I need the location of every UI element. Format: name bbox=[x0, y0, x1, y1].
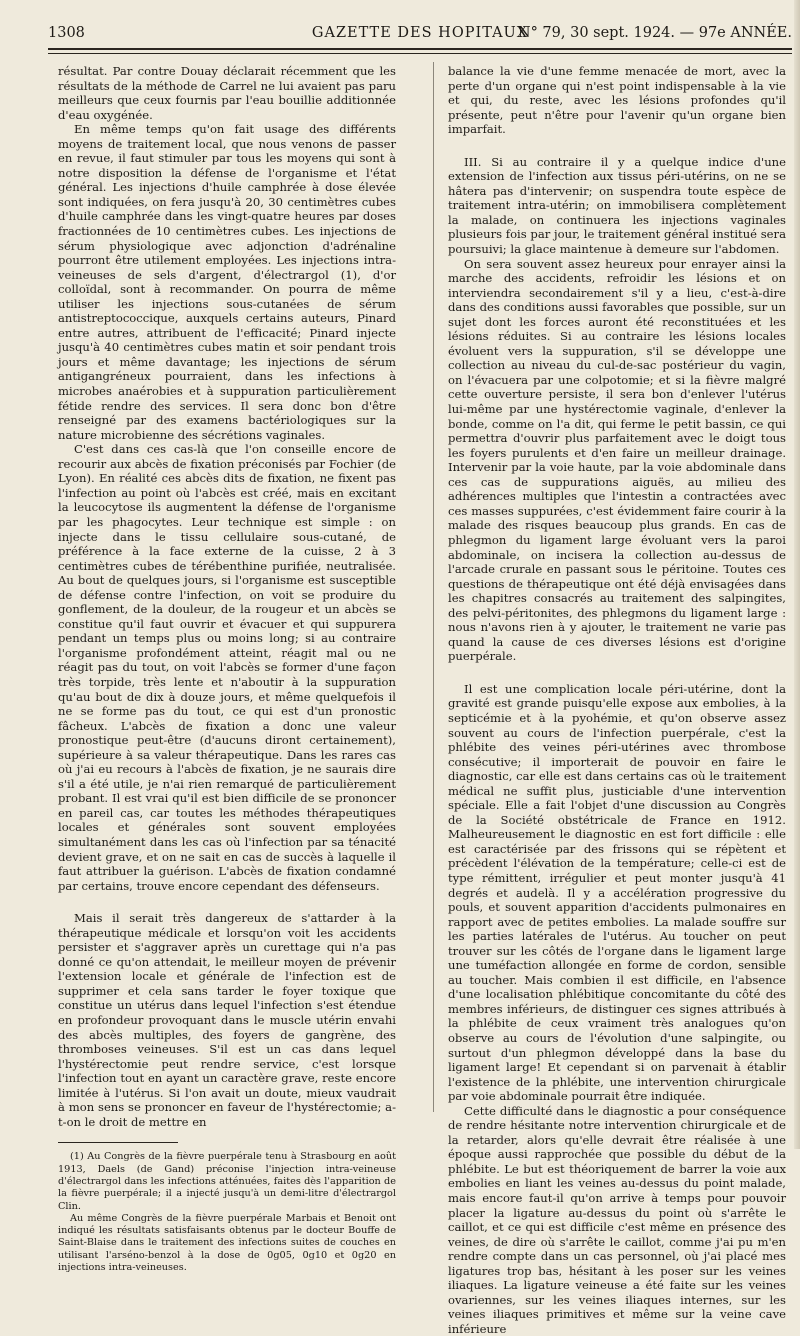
footnote-rule bbox=[58, 1142, 178, 1143]
page-edge bbox=[794, 0, 800, 1149]
issue-info: N° 79, 30 sept. 1924. — 97e ANNÉE. bbox=[517, 25, 792, 41]
paragraph: Cette difficulté dans le diagnostic a pour conséquence de rendre hésitante notre intervention chirurgicale et de la retarder, alors qu'elle devrait être réalisée à une époque aussi rapprochée que possible du début de la phlébite. Le but est théoriquement de barrer la voie aux embolies en liant les veines au-dessus du point malade, mais encore faut-il qu'on arrive à temps pour pouvoir placer la ligature au-dessus du point où s'arrête le caillot, et ce qui est difficile c'est même en présence des veines, de dire où s'arrête le caillot, comme j'ai pu m'en rendre compte dans un cas personnel, où j'ai placé mes ligatures trop bas, hésitant à les poser sur les veines iliaques. La ligature veineuse a été faite sur les veines ovariennes, sur les veines iliaques internes, sur les veines iliaques primitives et même sur la veine cave inférieure bbox=[448, 1103, 786, 1336]
paragraph: résultat. Par contre Douay déclarait récemment que les résultats de la méthode de Carrel ne lui avaient pas paru meilleurs que ceux fournis par l'eau bouillie additionnée d'eau oxygénée. bbox=[58, 64, 396, 122]
running-header bbox=[48, 22, 792, 44]
right-column bbox=[448, 64, 786, 1336]
footnote: Au même Congrès de la fièvre puerpérale Marbais et Benoit ont indiqué les résultats satisfaisants obtenus par le docteur Bouffe de Saint-Blaise dans le traitement des infections suites de couches en utilisant l'arséno-benzol à la dose de 0g05, 0g10 et 0g20 en injections intra-veineuses. bbox=[58, 1212, 396, 1274]
paragraph: En même temps qu'on fait usage des différents moyens de traitement local, que nous venons de passer en revue, il faut stimuler par tous les moyens qui sont à notre disposition la défense de l'organisme et l'état général. Les injections d'huile camphrée à dose élevée sont indiquées, on fera jusqu'à 20, 30 centimètres cubes d'huile camphrée dans les vingt-quatre heures par doses fractionnées de 10 centimètres cubes. Les injections de sérum physiologique avec adjonction d'adrénaline pourront être utilement employées. Les injections intra-veineuses de sels d'argent, d'électrargol (1), d'or colloïdal, sont à recommander. On pourra de même utiliser les injections sous-cutanées de sérum antistreptococcique, auxquels certains auteurs, Pinard entre autres, attribuent de l'efficacité; Pinard injecte jusqu'à 40 centimètres cubes matin et soir pendant trois jours et même davantage; les injections de sérum antigangréneux pourraient, dans les infections à microbes anaérobies et à suppuration particulièrement fétide rendre des services. Il sera donc bon d'être renseigné par des examens bactériologiques sur la nature microbienne des sécrétions vaginales. bbox=[58, 122, 396, 442]
paragraph: balance la vie d'une femme menacée de mort, avec la perte d'un organe qui n'est point indispensable à la vie et qui, du reste, avec les lésions profondes qu'il présente, peut n'être pour l'avenir qu'un organe bien imparfait. bbox=[448, 64, 786, 137]
section-paragraph-iii: III. Si au contraire il y a quelque indice d'une extension de l'infection aux tissus péri-utérins, on ne se hâtera pas d'intervenir; on suspendra toute espèce de traitement intra-utérin; on immobilisera complètement la malade, on continuera les injections vaginales plusieurs fois par jour, le traitement général institué sera poursuivi; la glace maintenue à demeure sur l'abdomen. bbox=[448, 154, 786, 257]
left-column bbox=[58, 64, 396, 1274]
journal-title: GAZETTE DES HOPITAUX bbox=[311, 25, 529, 41]
paragraph: On sera souvent assez heureux pour enrayer ainsi la marche des accidents, refroidir les lésions et on interviendra secondairement s'il y a lieu, c'est-à-dire dans des conditions aussi favorables que possible, sur un sujet dont les forces auront été reconstituées et les lésions réduites. Si au contraire les lésions locales évoluent vers la suppuration, s'il se développe une collection au niveau du cul-de-sac postérieur du vagin, on l'évacuera par une colpotomie; et si la fièvre malgré cette ouverture persiste, il sera bon d'enlever l'utérus lui-même par une hystérectomie vaginale, d'enlever la bonde, comme on l'a dit, qui ferme le petit bassin, ce qui permettra d'ouvrir plus parfaitement avec le doigt tous les foyers purulents et d'en faire un meilleur drainage. Intervenir par la voie haute, par la voie abdominale dans ces cas de suppurations aiguës, au milieu des adhérences multiples que l'intestin a contractées avec ces masses suppurées, c'est évidemment faire courir à la malade des risques beaucoup plus grands. En cas de phlegmon du ligament large évoluant vers la paroi abdominale, on incisera la collection au-dessus de l'arcade crurale en passant sous le péritoine. Toutes ces questions de thérapeutique ont été déjà envisagées dans les chapitres consacrés au traitement des salpingites, des pelvi-péritonites, des phlegmons du ligament large : nous n'avons rien à y ajouter, le traitement ne varie pas quand la cause de ces diverses lésions est d'origine puerpérale. bbox=[448, 256, 786, 664]
header-rule bbox=[48, 48, 792, 50]
page-number: 1308 bbox=[48, 25, 85, 41]
footnotes bbox=[58, 1151, 396, 1274]
footnote: (1) Au Congrès de la fièvre puerpérale tenu à Strasbourg en août 1913, Daels (de Gand) préconise l'injection intra-veineuse d'électrargol dans les infections atténuées, faites dès l'apparition de la fièvre puerpérale; il a injecté jusqu'à un demi-litre d'électrargol Clin. bbox=[58, 1151, 396, 1212]
header-rule-thin bbox=[48, 53, 792, 54]
paragraph: Il est une complication locale péri-utérine, dont la gravité est grande puisqu'elle expose aux embolies, à la septicémie et à la pyohémie, et qu'on observe assez souvent au cours de l'infection puerpérale, c'est la phlébite des veines péri-utérines avec thrombose consécutive; il importerait de pouvoir en faire le diagnostic, car elle est dans certains cas où le traitement médical ne suffit plus, justiciable d'une intervention spéciale. Elle a fait l'objet d'une discussion au Congrès de la Société obstétricale de France en 1912. Malheureusement le diagnostic en est fort difficile : elle est caractérisée par des frissons qui se répètent et précèdent l'élévation de la température; celle-ci est de type rémittent, irrégulier et peut monter jusqu'à 41 degrés et audelà. Il y a accélération progressive du pouls, et souvent apparition d'accidents pulmonaires en rapport avec de petites embolies. La malade souffre sur les parties latérales de l'utérus. Au toucher on peut trouver sur les côtés de l'organe dans le ligament large une tuméfaction allongée en forme de cordon, sensible au toucher. Mais combien il est difficile, en l'absence d'une localisation phlébitique concomitante du côté des membres inférieurs, de distinguer ces signes attribués à la phlébite de ceux vraiment très analogues qu'on observe au cours de l'évolution d'une salpingite, ou surtout d'un phlegmon développé dans la base du ligament large! Et cependant si on parvenait à établir l'existence de la phlébite, une intervention chirurgicale par voie abdominale pourrait être indiquée. bbox=[448, 681, 786, 1104]
paragraph: Mais il serait très dangereux de s'attarder à la thérapeutique médicale et lorsqu'on voit les accidents persister et s'aggraver après un curettage qui n'a pas donné ce qu'on attendait, le meilleur moyen de prévenir l'extension locale et générale de l'infection est de supprimer et cela sans tarder le foyer toxique que constitue un utérus dans lequel l'infection s'est étendue en profondeur provoquant dans le muscle utérin envahi des abcès multiples, des foyers de gangrène, des thromboses veineuses. S'il est un cas dans lequel l'hystérectomie peut rendre service, c'est lorsque l'infection tout en ayant un caractère grave, reste encore limitée à l'utérus. Si l'on avait un doute, mieux vaudrait à mon sens se prononcer en faveur de l'hystérectomie; a-t-on le droit de mettre en bbox=[58, 911, 396, 1129]
paragraph: C'est dans ces cas-là que l'on conseille encore de recourir aux abcès de fixation préconisés par Fochier (de Lyon). En réalité ces abcès dits de fixation, ne fixent pas l'infection au point où l'abcès est créé, mais en excitant la leucocytose ils augmentent la défense de l'organisme par les phagocytes. Leur technique est simple : on injecte dans le tissu cellulaire sous-cutané, de préférence à la face externe de la cuisse, 2 à 3 centimètres cubes de térébenthine purifiée, neutralisée. Au bout de quelques jours, si l'organisme est susceptible de défense contre l'infection, on voit se produire du gonflement, de la douleur, de la rougeur et un abcès se constitue qu'il faut ouvrir et évacuer et qui suppurera pendant un temps plus ou moins long; si au contraire l'organisme profondément atteint, réagit mal ou ne réagit pas du tout, on voit l'abcès se former d'une façon très torpide, très lente et n'aboutir à la suppuration qu'au bout de dix à douze jours, et même quelquefois il ne se forme pas du tout, ce qui est d'un pronostic fâcheux. L'abcès de fixation a donc une valeur pronostique peut-être (d'aucuns diront certainement), supérieure à sa valeur thérapeutique. Dans les rares cas où j'ai eu recours à l'abcès de fixation, je ne saurais dire s'il a été utile, je n'ai rien remarqué de particulièrement probant. Il est vrai qu'il est bien difficile de se prononcer en pareil cas, car toutes les méthodes thérapeutiques locales et générales sont souvent employées simultanément dans les cas où l'infection par sa ténacité devient grave, et on ne sait en cas de succès à laquelle il faut attribuer la guérison. L'abcès de fixation condamné par certains, trouve encore cependant des défenseurs. bbox=[58, 442, 396, 893]
column-divider bbox=[433, 62, 434, 1112]
